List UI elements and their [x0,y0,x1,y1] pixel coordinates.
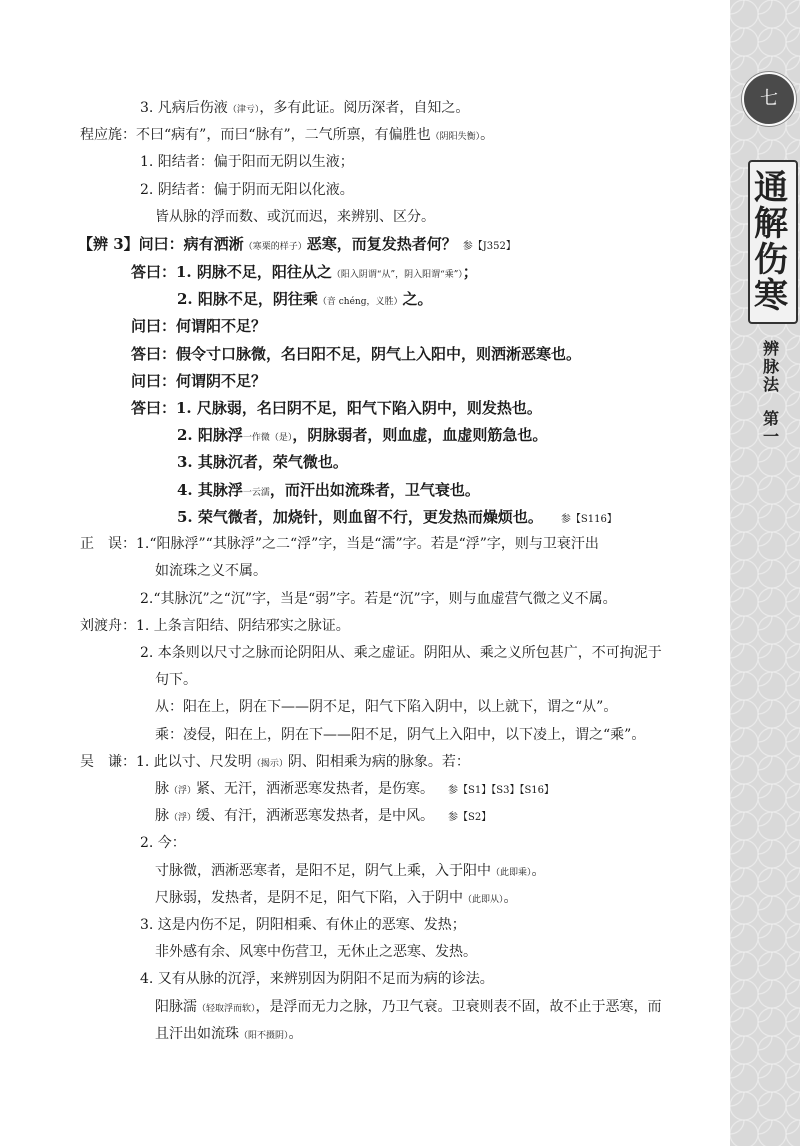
text: 问曰：病有洒淅 [138,235,244,253]
annotation: （此即从） [463,895,504,905]
text-line [155,806,491,828]
text-line: 从：阳在上，阴在下——阴不足，阳气下陷入阴中，以上就下，谓之“从”。 [155,699,618,715]
annotation: 一作微（是） [242,433,293,443]
text: 紧、无汗，洒淅恶寒发热者，是伤寒。 [196,781,435,797]
text-line [177,480,480,503]
annotation: （轻取浮而软） [197,1004,256,1014]
text: ，而汗出如流珠者，卫气衰也。 [269,481,480,499]
text: 2. 阳脉不足，阴往乘 [177,290,318,308]
annotation: （寒栗的样子） [243,242,307,252]
text: ，是浮而无力之脉，乃卫气衰。卫衰则表不固，故不止于恶寒，而 [255,999,662,1015]
text: ，多有此证。阅历深者，自知之。 [259,100,470,116]
text-line: 问曰：何谓阴不足？ [131,372,267,390]
text-line: 4. 又有从脉的沉浮，来辨别因为阴阳不足而为病的诊法。 [140,971,494,987]
text: 。 [288,1026,303,1042]
text-line: 2. 本条则以尺寸之脉而论阴阳从、乘之虚证。阴阳从、乘之义所包甚广，不可拘泥于 [140,645,662,661]
cross-reference: 参【S2】 [448,812,492,823]
text-line: 问曰：何谓阳不足？ [131,317,267,335]
section-heading [78,234,516,257]
text-line [177,289,433,312]
text-line [80,125,494,147]
text: 5. 荣气微者，加烧针，则血留不行，更发热而燥烦也。 [177,508,543,526]
text-line [80,752,470,774]
text: 阴、阳相乘为病的脉象。若： [287,754,470,770]
text-line: 句下。 [155,672,197,688]
text-line: 2.“其脉沉”之“沉”字，当是“弱”字。若是“沉”字，则与血虚营气微之义不属。 [140,591,617,607]
text: 缓、有汗，洒淅恶寒发热者，是中风。 [196,808,435,824]
annotation: （阳入阴谓“从”，阴入阳谓“乘”） [331,270,463,280]
annotation: （音 chéng，义胜） [317,297,403,307]
text-line [155,888,518,910]
annotation: 一云濡 [242,488,270,498]
text-line: 如流珠之义不属。 [155,563,267,579]
book-title: 通解伤寒 [754,168,788,316]
text: ； [462,263,478,281]
text: 且汗出如流珠 [155,1026,239,1042]
text: 程应旄：不曰“病有”，而曰“脉有”，二气所禀，有偏胜也 [80,127,431,143]
annotation: （阳不摄阴） [239,1031,289,1041]
text-line [155,997,662,1019]
text-line: 答曰：1. 尺脉弱，名曰阴不足，阳气下陷入阴中，则发热也。 [131,399,542,417]
text-line [177,507,617,530]
text: 。 [480,127,495,143]
text-line [140,98,469,120]
text: 2. 阳脉浮 [177,426,243,444]
text-line: 答曰：假令寸口脉微，名曰阳不足，阴气上入阳中，则洒淅恶寒也。 [131,345,582,363]
text-line: 2. 阴结者：偏于阴而无阳以化液。 [140,182,354,198]
text: 寸脉微，洒淅恶寒者，是阳不足，阴气上乘，入于阳中 [155,863,491,879]
annotation: （浮） [169,786,197,796]
section-number: 第一 [762,409,779,446]
text: 恶寒，而复发热者何？ [306,235,457,253]
cross-reference: 参【S1】【S3】【S16】 [448,785,555,796]
annotation: （揭示） [251,759,288,769]
text: 之。 [402,290,433,308]
text: 4. 其脉浮 [177,481,243,499]
text-line: 刘渡舟：1. 上条言阳结、阴结邪实之脉证。 [80,618,350,634]
annotation: （阴阳失衡） [430,132,481,142]
text: 。 [503,890,518,906]
section-label: 【辨 3】 [78,235,139,253]
text-line: 1. 阳结者：偏于阳而无阴以生液； [140,154,354,170]
text-line [155,1024,303,1046]
section-name: 辨脉法 [762,339,779,394]
text: 3. 凡病后伤液 [140,100,228,116]
text-line: 3. 这是内伤不足，阴阳相乘、有休止的恶寒、发热； [140,917,466,933]
text: 脉 [155,808,169,824]
text: 尺脉弱，发热者，是阴不足，阳气下陷，入于阴中 [155,890,463,906]
chapter-badge: 七 [742,72,796,126]
annotation: （浮） [169,813,197,823]
cross-reference: 参【J352】 [462,241,516,252]
text-line [155,779,554,801]
text-line: 2. 今： [140,835,186,851]
text: 阳脉濡 [155,999,197,1015]
text: 吴 谦：1. 此以寸、尺发明 [80,754,252,770]
text: ，阴脉弱者，则血虚，血虚则筋急也。 [292,426,548,444]
text-line: 正 误：1.“阳脉浮”“其脉浮”之二“浮”字，当是“濡”字。若是“浮”字，则与卫衰汗出 [80,536,599,552]
annotation: （此即乘） [491,868,532,878]
text-line [155,861,546,883]
text: 脉 [155,781,169,797]
text-line [131,262,478,285]
cross-reference: 参【S116】 [560,514,617,525]
text-line [177,425,547,448]
text-line: 乘：凌侵，阳在上，阴在下——阳不足，阴气上入阳中，以下凌上，谓之“乘”。 [155,727,646,743]
text: 。 [531,863,546,879]
text-line: 3. 其脉沉者，荣气微也。 [177,453,348,471]
annotation: （津亏） [227,105,260,115]
section-title [756,340,786,446]
text: 答曰：1. 阴脉不足，阳往从之 [131,263,332,281]
text-line: 非外感有余、风寒中伤营卫，无休止之恶寒、发热。 [155,944,477,960]
text-line: 皆从脉的浮而数、或沉而迟，来辨别、区分。 [155,209,435,225]
